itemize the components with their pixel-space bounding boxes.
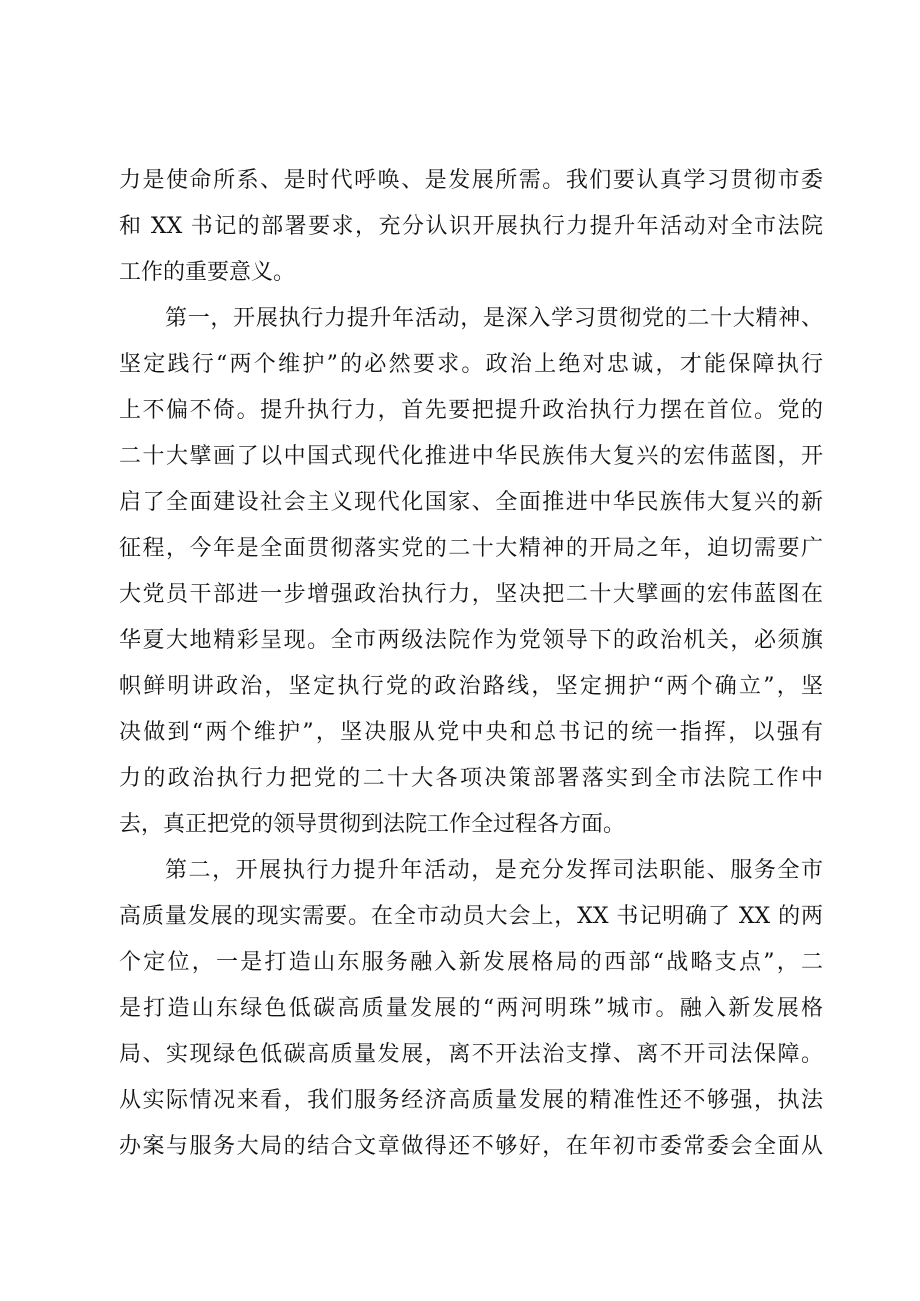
text-line-13: 决做到“两个维护”，坚决服从党中央和总书记的统一指挥，以强有 bbox=[119, 720, 823, 745]
text-line-1: 力是使命所系、是时代呼唤、是发展所需。我们要认真学习贯彻市委 bbox=[119, 168, 823, 193]
text-line-5: 坚定践行“两个维护”的必然要求。政治上绝对忠诚，才能保障执行 bbox=[119, 352, 823, 377]
paragraph-1-first-line: 第一，开展执行力提升年活动，是深入学习贯彻党的二十大精神、 bbox=[165, 306, 823, 331]
text-line-15: 去，真正把党的领导贯彻到法院工作全过程各方面。 bbox=[119, 812, 626, 837]
text-line-22: 办案与服务大局的结合文章做得还不够好，在年初市委常委会全面从 bbox=[119, 1134, 823, 1159]
text-line-8: 启了全面建设社会主义现代化国家、全面推进中华民族伟大复兴的新 bbox=[119, 490, 823, 515]
text-line-12: 帜鲜明讲政治，坚定执行党的政治路线，坚定拥护“两个确立”，坚 bbox=[119, 674, 823, 699]
text-line-11: 华夏大地精彩呈现。全市两级法院作为党领导下的政治机关，必须旗 bbox=[119, 628, 823, 653]
text-line-3: 工作的重要意义。 bbox=[119, 260, 296, 285]
text-line-21: 从实际情况来看，我们服务经济高质量发展的精准性还不够强，执法 bbox=[119, 1088, 823, 1113]
paragraph-2-first-line: 第二，开展执行力提升年活动，是充分发挥司法职能、服务全市 bbox=[165, 858, 823, 883]
text-line-20: 局、实现绿色低碳高质量发展，离不开法治支撑、离不开司法保障。 bbox=[119, 1042, 823, 1067]
text-line-18: 个定位，一是打造山东服务融入新发展格局的西部“战略支点”，二 bbox=[119, 950, 823, 975]
text-line-14: 力的政治执行力把党的二十大各项决策部署落实到全市法院工作中 bbox=[119, 766, 823, 791]
text-line-19: 是打造山东绿色低碳高质量发展的“两河明珠”城市。融入新发展格 bbox=[119, 996, 823, 1021]
text-line-10: 大党员干部进一步增强政治执行力，坚决把二十大擘画的宏伟蓝图在 bbox=[119, 582, 823, 607]
text-line-9: 征程，今年是全面贯彻落实党的二十大精神的开局之年，迫切需要广 bbox=[119, 536, 823, 561]
text-line-17: 高质量发展的现实需要。在全市动员大会上，XX 书记明确了 XX 的两 bbox=[119, 904, 823, 929]
text-line-7: 二十大擘画了以中国式现代化推进中华民族伟大复兴的宏伟蓝图，开 bbox=[119, 444, 823, 469]
text-line-2: 和 XX 书记的部署要求，充分认识开展执行力提升年活动对全市法院 bbox=[119, 214, 823, 239]
text-line-6: 上不偏不倚。提升执行力，首先要把提升政治执行力摆在首位。党的 bbox=[119, 398, 823, 423]
